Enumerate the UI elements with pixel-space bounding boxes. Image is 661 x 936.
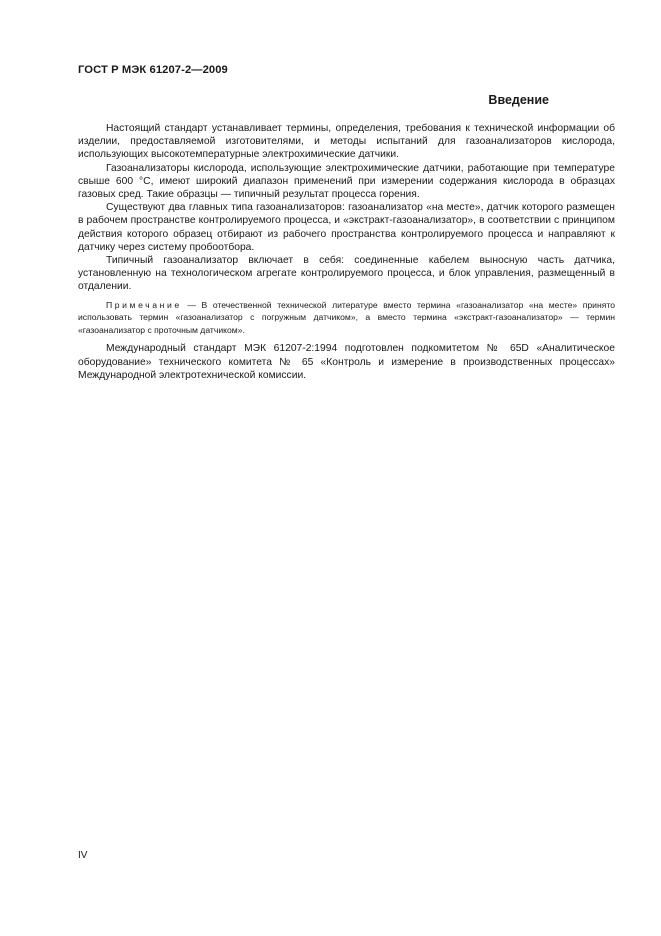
page-number: IV — [78, 850, 88, 861]
paragraph-analyzers: Газоанализаторы кислорода, использующие электрохимические датчики, работающие при температуре свыше 600 °С, имеют широкий диапазон применений при измерении содержания кислорода в образцах газовых сред. Такие образцы — типичный результат процесса горения. — [78, 162, 615, 201]
paragraph-international-standard: Международный стандарт МЭК 61207-2:1994 подготовлен подкомитетом № 65D «Аналитическое оборудование» технического комитета № 65 «Контроль и измерение в производственных процессах» Международной электротехнической комиссии. — [78, 343, 615, 381]
document-code-header: ГОСТ Р МЭК 61207-2—2009 — [78, 64, 228, 76]
paragraph-typical-analyzer: Типичный газоанализатор включает в себя: соединенные кабелем выносную часть датчика, установленную на технологическом агрегате контролируемого процесса, и блок управления, размещенный в отдалении. — [78, 255, 615, 293]
document-body — [78, 122, 615, 382]
note — [78, 299, 615, 337]
paragraph-analyzer-types: Существуют два главных типа газоанализаторов: газоанализатор «на месте», датчик которого размещен в рабочем пространстве контролируемого процесса, и «экстракт-газоанализатор», в соответствии с принципом действия которого образец отбирают из рабочего пространства контролируемого процесса и направляют к датчику через систему пробоотбора. — [78, 202, 615, 253]
note-label: Примечание — [106, 299, 182, 310]
section-title: Введение — [488, 93, 549, 107]
note-text: — В отечественной технической литературе вместо термина «газоанализатор «на месте» принято использовать термин «газоанализатор с погружным датчиком», а вместо термина «экстракт-газоанализатор» — термин «газоанализатор с проточным датчиком». — [78, 299, 615, 335]
paragraph-scope: Настоящий стандарт устанавливает термины, определения, требования к технической информации об изделии, предоставляемой изготовителями, и методы испытаний для газоанализаторов кислорода, использующих высокотемпературные электрохимические датчики. — [78, 123, 615, 161]
